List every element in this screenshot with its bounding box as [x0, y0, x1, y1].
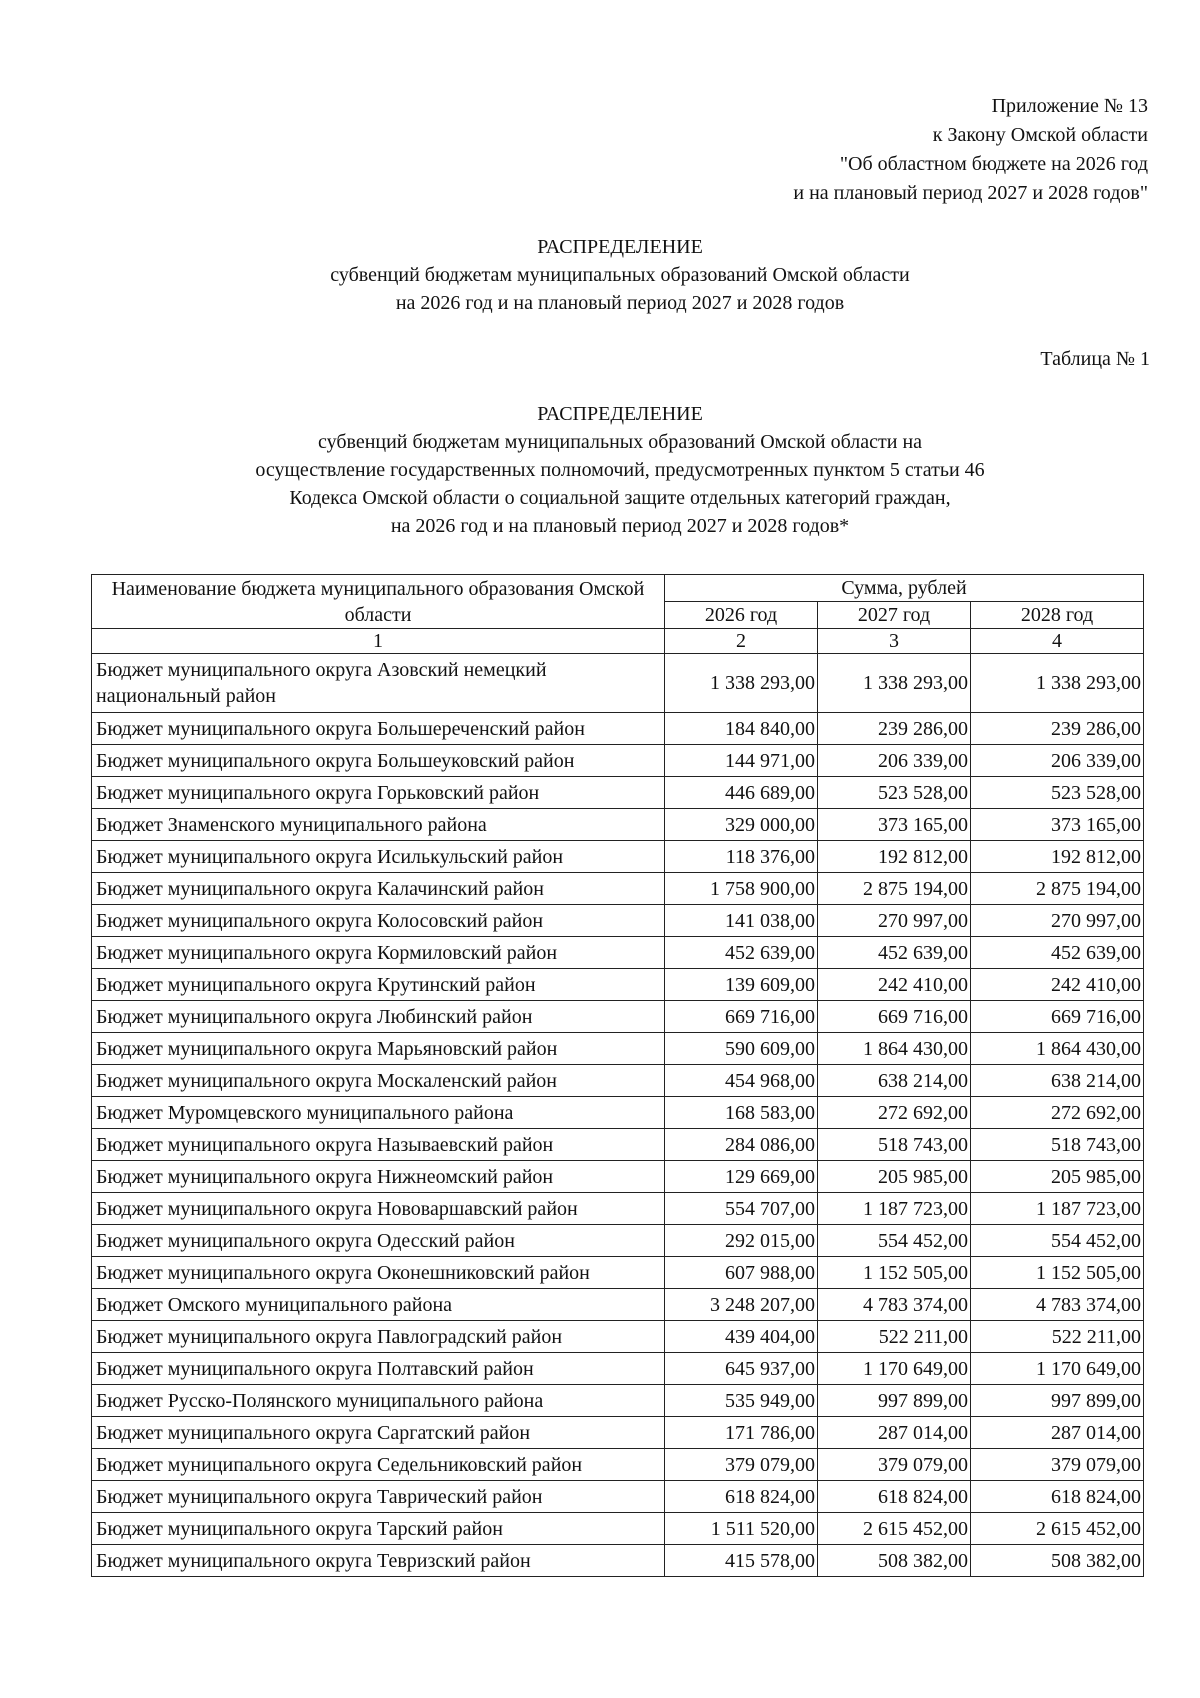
amount-2026-cell: 1 511 520,00	[665, 1513, 818, 1545]
amount-2028-cell: 2 875 194,00	[971, 873, 1144, 905]
amount-2026-cell: 168 583,00	[665, 1097, 818, 1129]
amount-2028-cell: 205 985,00	[971, 1161, 1144, 1193]
amount-2028-cell: 452 639,00	[971, 937, 1144, 969]
amount-2027-cell: 669 716,00	[818, 1001, 971, 1033]
amount-2028-cell: 1 338 293,00	[971, 654, 1144, 713]
table-index-row	[92, 629, 1144, 654]
amount-2026-cell: 645 937,00	[665, 1353, 818, 1385]
amount-2028-cell: 239 286,00	[971, 713, 1144, 745]
amount-2027-cell: 452 639,00	[818, 937, 971, 969]
amount-2026-cell: 141 038,00	[665, 905, 818, 937]
budget-name-cell: Бюджет муниципального округа Тевризский район	[92, 1545, 665, 1577]
amount-2026-cell: 1 758 900,00	[665, 873, 818, 905]
budget-name-cell: Бюджет муниципального округа Полтавский район	[92, 1353, 665, 1385]
budget-name-cell: Бюджет муниципального округа Одесский район	[92, 1225, 665, 1257]
amount-2028-cell: 1 152 505,00	[971, 1257, 1144, 1289]
amount-2026-cell: 554 707,00	[665, 1193, 818, 1225]
table-row	[92, 1481, 1144, 1513]
budget-name-cell: Бюджет муниципального округа Тарский район	[92, 1513, 665, 1545]
table-heading-line: осуществление государственных полномочий, предусмотренных пунктом 5 статьи 46	[255, 459, 985, 481]
amount-2028-cell: 522 211,00	[971, 1321, 1144, 1353]
amount-2026-cell: 415 578,00	[665, 1545, 818, 1577]
budget-name-cell: Бюджет муниципального округа Крутинский район	[92, 969, 665, 1001]
amount-2028-cell: 242 410,00	[971, 969, 1144, 1001]
amount-2026-cell: 139 609,00	[665, 969, 818, 1001]
budget-name-cell: Бюджет Муромцевского муниципального района	[92, 1097, 665, 1129]
amount-2028-cell: 669 716,00	[971, 1001, 1144, 1033]
budget-name-cell: Бюджет муниципального округа Любинский район	[92, 1001, 665, 1033]
amount-2026-cell: 171 786,00	[665, 1417, 818, 1449]
main-heading-title: РАСПРЕДЕЛЕНИЕ	[537, 236, 703, 258]
table-number-label: Таблица № 1	[1040, 348, 1150, 370]
amount-2027-cell: 4 783 374,00	[818, 1289, 971, 1321]
amount-2027-cell: 272 692,00	[818, 1097, 971, 1129]
amount-2028-cell: 272 692,00	[971, 1097, 1144, 1129]
budget-name-cell: Бюджет муниципального округа Калачинский район	[92, 873, 665, 905]
budget-name-cell: Бюджет муниципального округа Называевский район	[92, 1129, 665, 1161]
table-row	[92, 937, 1144, 969]
budget-name-cell: Бюджет муниципального округа Москаленский район	[92, 1065, 665, 1097]
amount-2028-cell: 206 339,00	[971, 745, 1144, 777]
amount-2026-cell: 618 824,00	[665, 1481, 818, 1513]
amount-2028-cell: 997 899,00	[971, 1385, 1144, 1417]
amount-2026-cell: 118 376,00	[665, 841, 818, 873]
table-row	[92, 745, 1144, 777]
table-header-row	[92, 575, 1144, 602]
appendix-number: Приложение № 13	[991, 95, 1148, 117]
amount-2027-cell: 205 985,00	[818, 1161, 971, 1193]
main-heading-line: на 2026 год и на плановый период 2027 и 2028 годов	[395, 292, 845, 314]
table-row	[92, 777, 1144, 809]
budget-name-cell: Бюджет муниципального округа Марьяновский район	[92, 1033, 665, 1065]
amount-2026-cell: 446 689,00	[665, 777, 818, 809]
amount-2026-cell: 144 971,00	[665, 745, 818, 777]
table-row	[92, 713, 1144, 745]
index-cell: 2	[665, 629, 818, 654]
appendix-law-title: "Об областном бюджете на 2026 год	[839, 153, 1148, 175]
amount-2027-cell: 206 339,00	[818, 745, 971, 777]
amount-2027-cell: 638 214,00	[818, 1065, 971, 1097]
amount-2027-cell: 1 338 293,00	[818, 654, 971, 713]
header-year-cell: 2027 год	[818, 602, 971, 629]
main-heading	[0, 233, 1200, 317]
amount-2026-cell: 129 669,00	[665, 1161, 818, 1193]
amount-2027-cell: 379 079,00	[818, 1449, 971, 1481]
table-row	[92, 654, 1144, 713]
appendix-law: к Закону Омской области	[932, 124, 1148, 146]
table-row	[92, 1129, 1144, 1161]
amount-2026-cell: 379 079,00	[665, 1449, 818, 1481]
budget-name-cell: Бюджет муниципального округа Оконешниковский район	[92, 1257, 665, 1289]
table-row	[92, 1001, 1144, 1033]
table-row	[92, 1257, 1144, 1289]
table-heading-line: Кодекса Омской области о социальной защите отдельных категорий граждан,	[289, 487, 951, 509]
table-row	[92, 841, 1144, 873]
amount-2027-cell: 1 864 430,00	[818, 1033, 971, 1065]
amount-2027-cell: 1 152 505,00	[818, 1257, 971, 1289]
table-row	[92, 1225, 1144, 1257]
amount-2028-cell: 1 864 430,00	[971, 1033, 1144, 1065]
budget-name-cell: Бюджет муниципального округа Седельниковский район	[92, 1449, 665, 1481]
table-row	[92, 1513, 1144, 1545]
amount-2028-cell: 270 997,00	[971, 905, 1144, 937]
table-row	[92, 1033, 1144, 1065]
amount-2028-cell: 2 615 452,00	[971, 1513, 1144, 1545]
appendix-law-period: и на плановый период 2027 и 2028 годов"	[793, 182, 1148, 204]
amount-2026-cell: 184 840,00	[665, 713, 818, 745]
table-heading-line: на 2026 год и на плановый период 2027 и 2028 годов*	[390, 515, 850, 537]
table-row	[92, 1385, 1144, 1417]
amount-2027-cell: 270 997,00	[818, 905, 971, 937]
amount-2028-cell: 1 170 649,00	[971, 1353, 1144, 1385]
amount-2027-cell: 508 382,00	[818, 1545, 971, 1577]
amount-2027-cell: 997 899,00	[818, 1385, 971, 1417]
budget-name-cell: Бюджет муниципального округа Колосовский район	[92, 905, 665, 937]
amount-2026-cell: 329 000,00	[665, 809, 818, 841]
amount-2028-cell: 192 812,00	[971, 841, 1144, 873]
budget-name-cell: Бюджет муниципального округа Нижнеомский район	[92, 1161, 665, 1193]
table-row	[92, 1353, 1144, 1385]
amount-2027-cell: 287 014,00	[818, 1417, 971, 1449]
table-row	[92, 873, 1144, 905]
amount-2027-cell: 2 615 452,00	[818, 1513, 971, 1545]
amount-2028-cell: 508 382,00	[971, 1545, 1144, 1577]
header-sum-cell: Сумма, рублей	[665, 575, 1144, 602]
budget-name-cell: Бюджет муниципального округа Большеуковский район	[92, 745, 665, 777]
table-row	[92, 1545, 1144, 1577]
table-row	[92, 969, 1144, 1001]
amount-2027-cell: 618 824,00	[818, 1481, 971, 1513]
amount-2028-cell: 379 079,00	[971, 1449, 1144, 1481]
amount-2026-cell: 669 716,00	[665, 1001, 818, 1033]
amount-2028-cell: 373 165,00	[971, 809, 1144, 841]
amount-2026-cell: 590 609,00	[665, 1033, 818, 1065]
amount-2026-cell: 292 015,00	[665, 1225, 818, 1257]
amount-2026-cell: 1 338 293,00	[665, 654, 818, 713]
amount-2027-cell: 523 528,00	[818, 777, 971, 809]
budget-name-cell: Бюджет муниципального округа Кормиловский район	[92, 937, 665, 969]
budget-name-cell: Бюджет Омского муниципального района	[92, 1289, 665, 1321]
amount-2028-cell: 523 528,00	[971, 777, 1144, 809]
amount-2026-cell: 454 968,00	[665, 1065, 818, 1097]
appendix-reference	[793, 92, 1148, 208]
amount-2028-cell: 1 187 723,00	[971, 1193, 1144, 1225]
budget-name-cell: Бюджет муниципального округа Горьковский район	[92, 777, 665, 809]
table-heading-title: РАСПРЕДЕЛЕНИЕ	[537, 403, 703, 425]
index-cell: 4	[971, 629, 1144, 654]
budget-name-cell: Бюджет муниципального округа Павлоградский район	[92, 1321, 665, 1353]
budget-name-cell: Бюджет муниципального округа Азовский немецкий национальный район	[92, 654, 665, 713]
table-row	[92, 1449, 1144, 1481]
amount-2027-cell: 242 410,00	[818, 969, 971, 1001]
amount-2026-cell: 3 248 207,00	[665, 1289, 818, 1321]
table-row	[92, 1289, 1144, 1321]
amount-2026-cell: 607 988,00	[665, 1257, 818, 1289]
table-row	[92, 1097, 1144, 1129]
distribution-table	[91, 574, 1144, 1577]
amount-2028-cell: 554 452,00	[971, 1225, 1144, 1257]
index-cell: 3	[818, 629, 971, 654]
header-year-cell: 2028 год	[971, 602, 1144, 629]
amount-2027-cell: 1 187 723,00	[818, 1193, 971, 1225]
amount-2027-cell: 2 875 194,00	[818, 873, 971, 905]
amount-2028-cell: 618 824,00	[971, 1481, 1144, 1513]
budget-name-cell: Бюджет муниципального округа Нововаршавский район	[92, 1193, 665, 1225]
amount-2027-cell: 518 743,00	[818, 1129, 971, 1161]
budget-name-cell: Бюджет муниципального округа Саргатский район	[92, 1417, 665, 1449]
amount-2027-cell: 239 286,00	[818, 713, 971, 745]
table-row	[92, 1417, 1144, 1449]
table-row	[92, 1065, 1144, 1097]
amount-2028-cell: 4 783 374,00	[971, 1289, 1144, 1321]
header-name-cell: Наименование бюджета муниципального образования Омской области	[92, 575, 665, 629]
amount-2028-cell: 638 214,00	[971, 1065, 1144, 1097]
amount-2027-cell: 192 812,00	[818, 841, 971, 873]
amount-2026-cell: 535 949,00	[665, 1385, 818, 1417]
budget-name-cell: Бюджет муниципального округа Исилькульский район	[92, 841, 665, 873]
table-heading	[0, 400, 1200, 540]
table-row	[92, 905, 1144, 937]
budget-name-cell: Бюджет Русско-Полянского муниципального района	[92, 1385, 665, 1417]
amount-2027-cell: 373 165,00	[818, 809, 971, 841]
table-row	[92, 1193, 1144, 1225]
table-heading-line: субвенций бюджетам муниципальных образований Омской области на	[317, 431, 923, 453]
budget-name-cell: Бюджет муниципального округа Большереченский район	[92, 713, 665, 745]
amount-2027-cell: 554 452,00	[818, 1225, 971, 1257]
header-year-cell: 2026 год	[665, 602, 818, 629]
amount-2028-cell: 518 743,00	[971, 1129, 1144, 1161]
table-row	[92, 1161, 1144, 1193]
budget-name-cell: Бюджет Знаменского муниципального района	[92, 809, 665, 841]
amount-2028-cell: 287 014,00	[971, 1417, 1144, 1449]
amount-2027-cell: 1 170 649,00	[818, 1353, 971, 1385]
amount-2026-cell: 439 404,00	[665, 1321, 818, 1353]
amount-2026-cell: 452 639,00	[665, 937, 818, 969]
budget-name-cell: Бюджет муниципального округа Таврический район	[92, 1481, 665, 1513]
table-row	[92, 1321, 1144, 1353]
index-cell: 1	[92, 629, 665, 654]
table-row	[92, 809, 1144, 841]
main-heading-line: субвенций бюджетам муниципальных образований Омской области	[330, 264, 910, 286]
amount-2026-cell: 284 086,00	[665, 1129, 818, 1161]
amount-2027-cell: 522 211,00	[818, 1321, 971, 1353]
